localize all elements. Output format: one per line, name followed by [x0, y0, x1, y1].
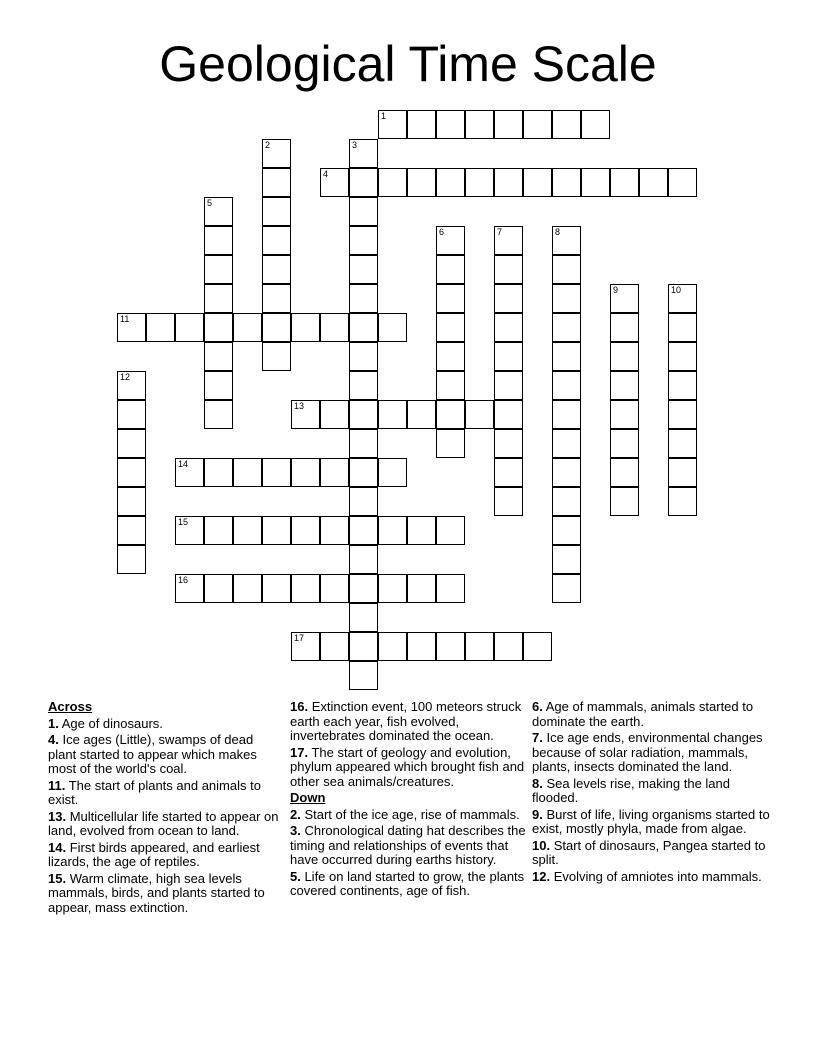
- clue-number: 15.: [48, 870, 67, 886]
- crossword-cell[interactable]: [407, 632, 436, 661]
- crossword-cell[interactable]: [378, 168, 407, 197]
- crossword-cell[interactable]: [407, 168, 436, 197]
- crossword-cell[interactable]: [233, 313, 262, 342]
- clue-number: 17.: [290, 744, 309, 760]
- crossword-cell[interactable]: [668, 487, 697, 516]
- cell-number: 6: [439, 227, 445, 237]
- crossword-cell[interactable]: [436, 371, 465, 400]
- crossword-cell[interactable]: [378, 516, 407, 545]
- crossword-cell[interactable]: [610, 429, 639, 458]
- crossword-cell[interactable]: [291, 400, 320, 429]
- clue-text: Extinction event, 100 meteors struck earth each year, fish evolved, invertebrates dominated the ocean.: [290, 699, 522, 743]
- crossword-cell[interactable]: [117, 516, 146, 545]
- clue-item: [532, 700, 772, 729]
- crossword-cell[interactable]: [552, 458, 581, 487]
- clue-column-2: [290, 700, 526, 901]
- crossword-cell[interactable]: [436, 342, 465, 371]
- crossword-cell[interactable]: [436, 574, 465, 603]
- crossword-cell[interactable]: [494, 632, 523, 661]
- crossword-cell[interactable]: [465, 168, 494, 197]
- clue-item: [290, 746, 526, 790]
- cell-number: 5: [207, 198, 213, 208]
- crossword-cell[interactable]: [291, 516, 320, 545]
- clue-text: The start of plants and animals to exist.: [48, 777, 261, 807]
- crossword-cell[interactable]: [523, 632, 552, 661]
- crossword-cell[interactable]: [523, 168, 552, 197]
- clue-item: [48, 810, 284, 839]
- crossword-cell[interactable]: [610, 400, 639, 429]
- crossword-cell[interactable]: [378, 313, 407, 342]
- clue-item: [290, 700, 526, 744]
- clue-text: Start of the ice age, rise of mammals.: [300, 806, 520, 822]
- crossword-cell[interactable]: [436, 632, 465, 661]
- down-heading: Down: [290, 790, 326, 805]
- cell-number: 4: [323, 169, 329, 179]
- crossword-cell[interactable]: [262, 516, 291, 545]
- cell-number: 16: [178, 575, 189, 585]
- clue-number: 3.: [290, 823, 301, 838]
- crossword-cell[interactable]: [378, 110, 407, 139]
- crossword-cell[interactable]: [378, 400, 407, 429]
- crossword-cell[interactable]: [494, 342, 523, 371]
- crossword-cell[interactable]: [407, 574, 436, 603]
- crossword-cell[interactable]: [117, 458, 146, 487]
- clue-item: [48, 733, 284, 777]
- crossword-cell[interactable]: [494, 458, 523, 487]
- crossword-cell[interactable]: [552, 284, 581, 313]
- crossword-cell[interactable]: [610, 284, 639, 313]
- crossword-cell[interactable]: [523, 110, 552, 139]
- cell-number: 9: [613, 285, 619, 295]
- clue-number: 16.: [290, 699, 309, 714]
- clue-item: [290, 870, 526, 899]
- cell-number: 17: [294, 633, 305, 643]
- crossword-cell[interactable]: [291, 313, 320, 342]
- crossword-cell[interactable]: [320, 516, 349, 545]
- crossword-cell[interactable]: [262, 458, 291, 487]
- crossword-cell[interactable]: [117, 313, 146, 342]
- clue-item: [532, 839, 772, 868]
- crossword-cell[interactable]: [494, 255, 523, 284]
- crossword-cell[interactable]: [552, 226, 581, 255]
- clue-number: 13.: [48, 808, 67, 824]
- crossword-cell[interactable]: [291, 632, 320, 661]
- crossword-cell[interactable]: [204, 313, 233, 342]
- crossword-cell[interactable]: [349, 284, 378, 313]
- cell-number: 15: [178, 517, 189, 527]
- crossword-cell[interactable]: [175, 516, 204, 545]
- clue-text: Chronological dating hat describes the timing and relationships of events that have occurred during earths history.: [290, 823, 526, 867]
- crossword-cell[interactable]: [349, 139, 378, 168]
- clue-text: Multicellular life started to appear on land, evolved from ocean to land.: [48, 808, 279, 838]
- crossword-cell[interactable]: [262, 255, 291, 284]
- crossword-cell[interactable]: [436, 284, 465, 313]
- clue-text: Ice age ends, environmental changes because of solar radiation, mammals, plants, insects dominated the land.: [532, 730, 763, 774]
- crossword-cell[interactable]: [349, 458, 378, 487]
- crossword-cell[interactable]: [117, 371, 146, 400]
- crossword-cell[interactable]: [204, 255, 233, 284]
- crossword-cell[interactable]: [320, 458, 349, 487]
- crossword-cell[interactable]: [465, 632, 494, 661]
- crossword-cell[interactable]: [262, 284, 291, 313]
- crossword-cell[interactable]: [291, 458, 320, 487]
- crossword-cell[interactable]: [407, 516, 436, 545]
- clue-item: [48, 779, 284, 808]
- crossword-cell[interactable]: [175, 313, 204, 342]
- clue-item: [48, 841, 284, 870]
- crossword-cell[interactable]: [552, 516, 581, 545]
- crossword-cell[interactable]: [668, 168, 697, 197]
- crossword-cell[interactable]: [552, 110, 581, 139]
- clue-text: Life on land started to grow, the plants covered continents, age of fish.: [290, 868, 525, 898]
- crossword-cell[interactable]: [668, 458, 697, 487]
- crossword-cell[interactable]: [349, 313, 378, 342]
- clue-column-3: [532, 700, 772, 886]
- crossword-cell[interactable]: [204, 342, 233, 371]
- crossword-cell[interactable]: [552, 342, 581, 371]
- crossword-cell[interactable]: [204, 458, 233, 487]
- crossword-cell[interactable]: [494, 168, 523, 197]
- crossword-cell[interactable]: [233, 574, 262, 603]
- crossword-cell[interactable]: [349, 603, 378, 632]
- cell-number: 8: [555, 227, 561, 237]
- page-title: Geological Time Scale: [159, 36, 657, 92]
- crossword-cell[interactable]: [610, 342, 639, 371]
- crossword-cell[interactable]: [349, 168, 378, 197]
- crossword-cell[interactable]: [262, 313, 291, 342]
- crossword-cell[interactable]: [610, 458, 639, 487]
- clue-text: Burst of life, living organisms started to exist, mostly phyla, made from algae.: [532, 806, 770, 836]
- crossword-cell[interactable]: [349, 371, 378, 400]
- clue-item: [48, 717, 284, 732]
- cell-number: 7: [497, 227, 503, 237]
- crossword-cell[interactable]: [204, 400, 233, 429]
- crossword-cell[interactable]: [175, 458, 204, 487]
- crossword-cell[interactable]: [233, 458, 262, 487]
- crossword-cell[interactable]: [262, 226, 291, 255]
- crossword-cell[interactable]: [349, 255, 378, 284]
- crossword-cell[interactable]: [320, 400, 349, 429]
- crossword-cell[interactable]: [349, 226, 378, 255]
- clue-number: 11.: [48, 777, 66, 793]
- crossword-cell[interactable]: [204, 574, 233, 603]
- cell-number: 1: [381, 111, 387, 121]
- crossword-cell[interactable]: [320, 168, 349, 197]
- crossword-cell[interactable]: [610, 487, 639, 516]
- crossword-cell[interactable]: [494, 400, 523, 429]
- crossword-cell[interactable]: [320, 313, 349, 342]
- crossword-cell[interactable]: [175, 574, 204, 603]
- clue-text: Sea levels rise, making the land flooded.: [532, 775, 730, 805]
- clue-number: 6.: [532, 699, 543, 714]
- cell-number: 12: [120, 372, 131, 382]
- clue-number: 12.: [532, 868, 551, 884]
- clue-item: [532, 808, 772, 837]
- crossword-cell[interactable]: [494, 284, 523, 313]
- crossword-cell[interactable]: [349, 342, 378, 371]
- crossword-cell[interactable]: [552, 429, 581, 458]
- crossword-cell[interactable]: [639, 168, 668, 197]
- crossword-cell[interactable]: [378, 632, 407, 661]
- crossword-cell[interactable]: [204, 371, 233, 400]
- crossword-cell[interactable]: [349, 516, 378, 545]
- crossword-cell[interactable]: [581, 110, 610, 139]
- crossword-cell[interactable]: [436, 255, 465, 284]
- crossword-cell[interactable]: [349, 429, 378, 458]
- crossword-cell[interactable]: [146, 313, 175, 342]
- crossword-cell[interactable]: [668, 284, 697, 313]
- clue-text: Age of dinosaurs.: [58, 715, 163, 731]
- clue-number: 10.: [532, 837, 551, 853]
- crossword-cell[interactable]: [494, 371, 523, 400]
- across-heading: Across: [48, 699, 93, 714]
- crossword-cell[interactable]: [378, 574, 407, 603]
- clue-item: [532, 870, 772, 885]
- crossword-cell[interactable]: [349, 400, 378, 429]
- crossword-cell[interactable]: [494, 313, 523, 342]
- cell-number: 2: [265, 140, 271, 150]
- clue-text: Age of mammals, animals started to dominate the earth.: [532, 699, 754, 729]
- crossword-cell[interactable]: [117, 400, 146, 429]
- crossword-cell[interactable]: [610, 313, 639, 342]
- crossword-cell[interactable]: [262, 197, 291, 226]
- crossword-cell[interactable]: [436, 400, 465, 429]
- crossword-cell[interactable]: [233, 516, 262, 545]
- crossword-cell[interactable]: [407, 110, 436, 139]
- crossword-cell[interactable]: [436, 168, 465, 197]
- crossword-cell[interactable]: [436, 110, 465, 139]
- clue-item: [290, 824, 526, 868]
- crossword-cell[interactable]: [262, 342, 291, 371]
- cell-number: 10: [671, 285, 682, 295]
- crossword-cell[interactable]: [204, 197, 233, 226]
- crossword-cell[interactable]: [349, 197, 378, 226]
- crossword-cell[interactable]: [668, 313, 697, 342]
- crossword-cell[interactable]: [552, 313, 581, 342]
- crossword-cell[interactable]: [349, 545, 378, 574]
- clue-number: 4.: [48, 732, 59, 747]
- crossword-cell[interactable]: [552, 574, 581, 603]
- clue-item: [532, 731, 772, 775]
- crossword-cell[interactable]: [262, 168, 291, 197]
- crossword-cell[interactable]: [668, 371, 697, 400]
- crossword-cell[interactable]: [494, 487, 523, 516]
- clue-text: Warm climate, high sea levels mammals, birds, and plants started to appear, mass extinction.: [48, 870, 265, 915]
- crossword-cell[interactable]: [117, 545, 146, 574]
- crossword-cell[interactable]: [204, 516, 233, 545]
- crossword-cell[interactable]: [262, 574, 291, 603]
- clue-number: 2.: [290, 806, 301, 822]
- crossword-cell[interactable]: [378, 458, 407, 487]
- crossword-cell[interactable]: [552, 168, 581, 197]
- cell-number: 3: [352, 140, 358, 150]
- crossword-cell[interactable]: [610, 168, 639, 197]
- crossword-cell[interactable]: [494, 110, 523, 139]
- crossword-cell[interactable]: [436, 429, 465, 458]
- clue-item: [48, 872, 284, 916]
- crossword-cell[interactable]: [204, 284, 233, 313]
- clue-number: 14.: [48, 839, 67, 855]
- clue-text: Ice ages (Little), swamps of dead plant started to appear which makes most of the world's coal.: [48, 732, 257, 776]
- clue-text: The start of geology and evolution, phylum appeared which brought fish and other sea animals/creatures.: [290, 744, 525, 789]
- clue-number: 8.: [532, 775, 543, 791]
- crossword-cell[interactable]: [291, 574, 320, 603]
- crossword-cell[interactable]: [668, 400, 697, 429]
- crossword-cell[interactable]: [349, 487, 378, 516]
- clue-item: [532, 777, 772, 806]
- crossword-cell[interactable]: [320, 632, 349, 661]
- clue-number: 7.: [532, 730, 543, 745]
- clue-text: Evolving of amniotes into mammals.: [550, 868, 762, 884]
- clue-number: 5.: [290, 868, 301, 884]
- crossword-cell[interactable]: [465, 110, 494, 139]
- crossword-cell[interactable]: [349, 661, 378, 690]
- crossword-cell[interactable]: [349, 632, 378, 661]
- crossword-cell[interactable]: [552, 400, 581, 429]
- clue-column-1: [48, 700, 284, 917]
- crossword-cell[interactable]: [117, 487, 146, 516]
- clue-text: Start of dinosaurs, Pangea started to split.: [532, 837, 766, 867]
- crossword-cell[interactable]: [436, 516, 465, 545]
- clue-number: 1.: [48, 715, 59, 731]
- crossword-cell[interactable]: [581, 168, 610, 197]
- cell-number: 14: [178, 459, 189, 469]
- crossword-cell[interactable]: [436, 313, 465, 342]
- crossword-cell[interactable]: [204, 226, 233, 255]
- crossword-cell[interactable]: [465, 400, 494, 429]
- cell-number: 11: [120, 314, 130, 324]
- clue-text: First birds appeared, and earliest lizards, the age of reptiles.: [48, 839, 260, 869]
- crossword-cell[interactable]: [668, 429, 697, 458]
- crossword-cell[interactable]: [610, 371, 639, 400]
- crossword-cell[interactable]: [552, 487, 581, 516]
- crossword-cell[interactable]: [552, 255, 581, 284]
- crossword-cell[interactable]: [407, 400, 436, 429]
- crossword-cell[interactable]: [552, 371, 581, 400]
- crossword-cell[interactable]: [436, 226, 465, 255]
- crossword-cell[interactable]: [320, 574, 349, 603]
- crossword-cell[interactable]: [262, 139, 291, 168]
- cell-number: 13: [294, 401, 305, 411]
- crossword-cell[interactable]: [117, 429, 146, 458]
- crossword-cell[interactable]: [349, 574, 378, 603]
- crossword-cell[interactable]: [494, 429, 523, 458]
- crossword-cell[interactable]: [494, 226, 523, 255]
- crossword-cell[interactable]: [668, 342, 697, 371]
- clue-number: 9.: [532, 806, 543, 822]
- crossword-cell[interactable]: [552, 545, 581, 574]
- clue-item: [290, 808, 526, 823]
